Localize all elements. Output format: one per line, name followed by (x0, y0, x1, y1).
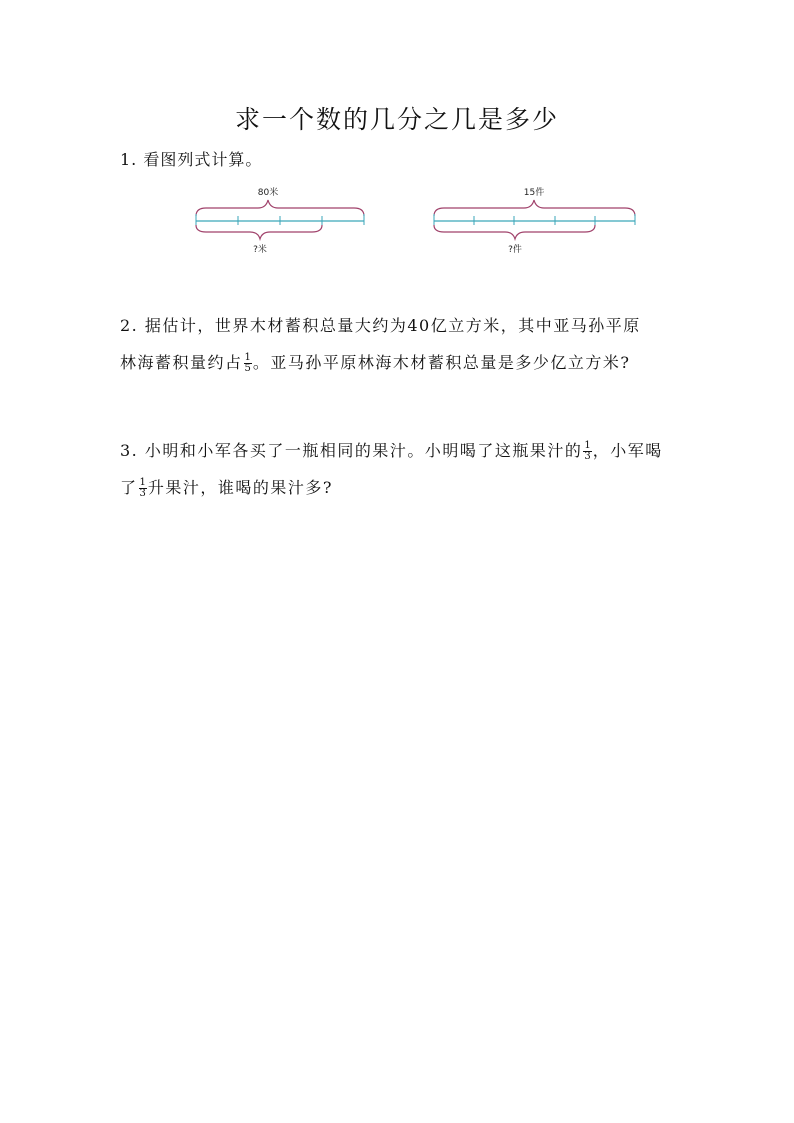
question-2-line-2 (120, 344, 680, 381)
question-1-text: 1. 看图列式计算。 (120, 150, 263, 169)
diagram-2-bottom-label: ?件 (508, 245, 522, 255)
fraction-one-third-liter (139, 478, 147, 499)
diagram-2 (434, 186, 635, 255)
question-2 (120, 307, 680, 381)
question-2-line-2-end: 。亚马孙平原林海木材蓄积总量是多少亿立方米? (252, 353, 631, 372)
diagram-1-bottom-brace (196, 225, 322, 239)
diagram-2-top-brace (434, 200, 635, 216)
question-3-line-2-start: 了 (120, 478, 138, 497)
question-3-line-1-start: 3. 小明和小军各买了一瓶相同的果汁。小明喝了这瓶果汁的 (120, 441, 583, 460)
fraction-denominator: 3 (139, 488, 146, 499)
question-3-line-2 (120, 469, 680, 506)
question-2-line-1: 2. 据估计，世界木材蓄积总量大约为40亿立方米，其中亚马孙平原 (120, 316, 641, 335)
question-3-line-2-end: 升果汁，谁喝的果汁多? (147, 478, 333, 497)
diagram-1 (196, 186, 364, 255)
diagram-1-top-brace (196, 200, 364, 216)
page-title: 求一个数的几分之几是多少 (234, 105, 559, 134)
question-3 (120, 432, 680, 506)
diagram-2-top-label: 15件 (523, 188, 545, 198)
fraction-numerator: 1 (139, 477, 146, 488)
question-2-line-2-start: 林海蓄积量约占 (120, 353, 243, 372)
fraction-numerator: 1 (244, 352, 251, 363)
fraction-one-third (583, 441, 591, 462)
fraction-one-fifth (244, 353, 252, 374)
fraction-numerator: 1 (584, 440, 591, 451)
diagram-1-bottom-label: ?米 (253, 245, 267, 255)
question-3-line-1 (120, 432, 680, 469)
diagram-1-top-label: 80米 (257, 188, 279, 198)
segment-diagrams (0, 178, 794, 268)
question-3-line-1-end: ，小军喝 (592, 441, 663, 460)
fraction-denominator: 3 (584, 451, 591, 462)
diagram-2-bottom-brace (434, 225, 595, 239)
fraction-denominator: 5 (244, 363, 251, 374)
